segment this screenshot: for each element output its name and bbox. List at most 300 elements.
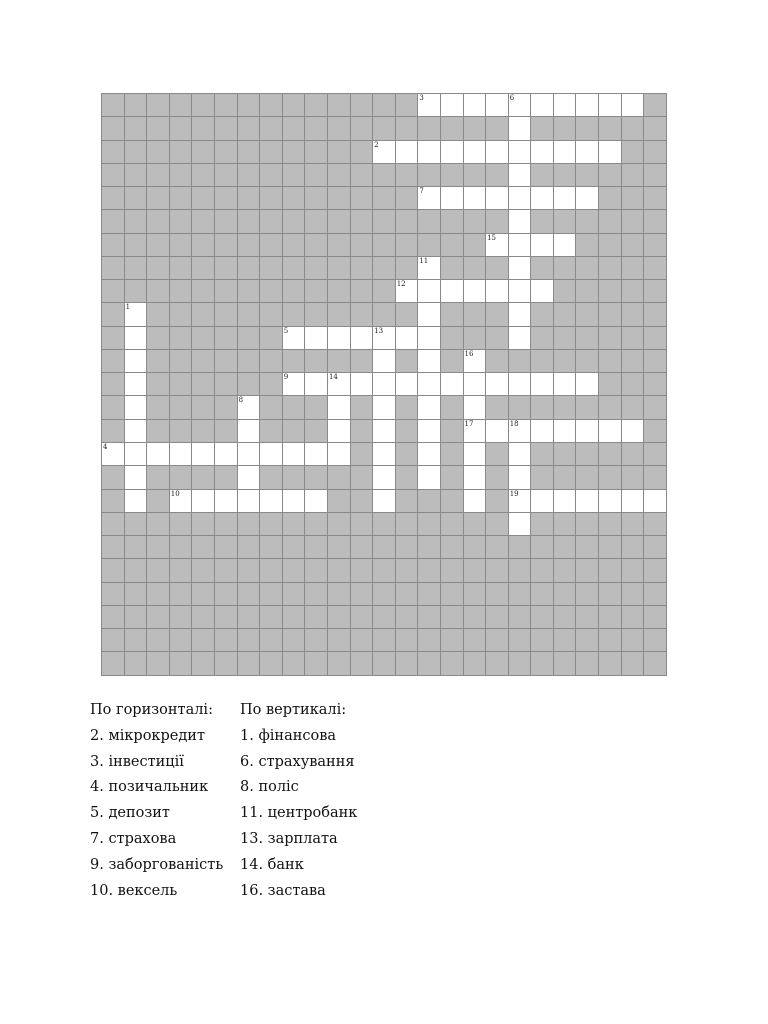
blocked-cell (215, 350, 238, 373)
crossword-cell[interactable] (486, 280, 509, 303)
blocked-cell (464, 210, 487, 233)
blocked-cell (464, 559, 487, 582)
crossword-cell[interactable] (418, 187, 441, 210)
blocked-cell (328, 94, 351, 117)
blocked-cell (373, 234, 396, 257)
across-clue: 3. інвестиції (90, 753, 184, 770)
crossword-cell[interactable] (328, 443, 351, 466)
blocked-cell (260, 536, 283, 559)
crossword-cell[interactable] (509, 141, 532, 164)
blocked-cell (396, 117, 419, 140)
crossword-cell[interactable] (125, 443, 148, 466)
blocked-cell (531, 536, 554, 559)
blocked-cell (102, 257, 125, 280)
crossword-cell[interactable] (464, 420, 487, 443)
crossword-cell[interactable] (373, 373, 396, 396)
blocked-cell (554, 466, 577, 489)
blocked-cell (192, 629, 215, 652)
blocked-cell (554, 327, 577, 350)
clue-number: 9 (283, 373, 289, 382)
blocked-cell (441, 303, 464, 326)
crossword-cell[interactable] (622, 490, 645, 513)
crossword-cell[interactable] (351, 373, 374, 396)
crossword-cell[interactable] (396, 141, 419, 164)
blocked-cell (102, 303, 125, 326)
crossword-cell[interactable] (441, 187, 464, 210)
crossword-cell[interactable] (509, 420, 532, 443)
blocked-cell (260, 94, 283, 117)
crossword-cell[interactable] (283, 373, 306, 396)
crossword-cell[interactable] (215, 443, 238, 466)
blocked-cell (215, 536, 238, 559)
blocked-cell (351, 583, 374, 606)
blocked-cell (305, 350, 328, 373)
blocked-cell (260, 210, 283, 233)
crossword-cell[interactable] (373, 396, 396, 419)
blocked-cell (622, 606, 645, 629)
blocked-cell (328, 513, 351, 536)
blocked-cell (102, 583, 125, 606)
blocked-cell (351, 559, 374, 582)
crossword-cell[interactable] (644, 490, 667, 513)
blocked-cell (328, 536, 351, 559)
blocked-cell (576, 583, 599, 606)
crossword-cell[interactable] (509, 234, 532, 257)
blocked-cell (147, 583, 170, 606)
crossword-cell[interactable] (464, 396, 487, 419)
crossword-cell[interactable] (464, 187, 487, 210)
blocked-cell (622, 141, 645, 164)
blocked-cell (305, 210, 328, 233)
crossword-cell[interactable] (125, 466, 148, 489)
blocked-cell (531, 396, 554, 419)
blocked-cell (396, 536, 419, 559)
blocked-cell (351, 420, 374, 443)
crossword-cell[interactable] (576, 94, 599, 117)
crossword-cell[interactable] (622, 420, 645, 443)
blocked-cell (215, 373, 238, 396)
crossword-cell[interactable] (531, 234, 554, 257)
blocked-cell (260, 327, 283, 350)
crossword-cell[interactable] (464, 94, 487, 117)
crossword-cell[interactable] (260, 490, 283, 513)
crossword-cell[interactable] (509, 443, 532, 466)
crossword-cell[interactable] (373, 466, 396, 489)
blocked-cell (147, 629, 170, 652)
blocked-cell (260, 350, 283, 373)
crossword-cell[interactable] (373, 490, 396, 513)
blocked-cell (576, 303, 599, 326)
blocked-cell (238, 187, 261, 210)
blocked-cell (260, 513, 283, 536)
crossword-cell[interactable] (238, 396, 261, 419)
crossword-cell[interactable] (554, 420, 577, 443)
blocked-cell (283, 94, 306, 117)
crossword-cell[interactable] (509, 210, 532, 233)
clue-number: 19 (509, 489, 519, 498)
crossword-cell[interactable] (418, 141, 441, 164)
crossword-cell[interactable] (396, 373, 419, 396)
crossword-cell[interactable] (147, 443, 170, 466)
blocked-cell (147, 536, 170, 559)
blocked-cell (373, 164, 396, 187)
crossword-cell[interactable] (418, 420, 441, 443)
blocked-cell (576, 210, 599, 233)
crossword-cell[interactable] (328, 327, 351, 350)
blocked-cell (373, 559, 396, 582)
blocked-cell (328, 303, 351, 326)
crossword-cell[interactable] (486, 94, 509, 117)
blocked-cell (554, 443, 577, 466)
blocked-cell (305, 303, 328, 326)
crossword-cell[interactable] (486, 187, 509, 210)
crossword-cell[interactable] (305, 327, 328, 350)
crossword-cell[interactable] (418, 94, 441, 117)
crossword-cell[interactable] (509, 513, 532, 536)
crossword-cell[interactable] (531, 280, 554, 303)
crossword-cell[interactable] (531, 94, 554, 117)
crossword-cell[interactable] (509, 373, 532, 396)
crossword-cell[interactable] (283, 490, 306, 513)
crossword-cell[interactable] (305, 443, 328, 466)
crossword-cell[interactable] (418, 303, 441, 326)
blocked-cell (464, 117, 487, 140)
crossword-cell[interactable] (125, 490, 148, 513)
blocked-cell (441, 117, 464, 140)
blocked-cell (283, 513, 306, 536)
crossword-cell[interactable] (418, 466, 441, 489)
crossword-cell[interactable] (599, 490, 622, 513)
blocked-cell (351, 187, 374, 210)
blocked-cell (215, 210, 238, 233)
crossword-cell[interactable] (373, 327, 396, 350)
clue-number: 16 (464, 349, 474, 358)
blocked-cell (260, 373, 283, 396)
crossword-cell[interactable] (192, 490, 215, 513)
crossword-cell[interactable] (464, 490, 487, 513)
crossword-cell[interactable] (486, 141, 509, 164)
blocked-cell (351, 606, 374, 629)
blocked-cell (599, 583, 622, 606)
blocked-cell (396, 583, 419, 606)
blocked-cell (486, 117, 509, 140)
blocked-cell (283, 466, 306, 489)
blocked-cell (486, 629, 509, 652)
blocked-cell (125, 606, 148, 629)
crossword-cell[interactable] (351, 327, 374, 350)
blocked-cell (441, 164, 464, 187)
blocked-cell (486, 466, 509, 489)
blocked-cell (215, 466, 238, 489)
blocked-cell (328, 559, 351, 582)
blocked-cell (170, 606, 193, 629)
blocked-cell (215, 303, 238, 326)
crossword-cell[interactable] (170, 490, 193, 513)
crossword-cell[interactable] (373, 420, 396, 443)
blocked-cell (351, 513, 374, 536)
blocked-cell (351, 210, 374, 233)
blocked-cell (418, 583, 441, 606)
blocked-cell (215, 559, 238, 582)
blocked-cell (215, 141, 238, 164)
blocked-cell (305, 117, 328, 140)
blocked-cell (644, 141, 667, 164)
blocked-cell (283, 536, 306, 559)
crossword-cell[interactable] (170, 443, 193, 466)
blocked-cell (328, 234, 351, 257)
blocked-cell (599, 466, 622, 489)
blocked-cell (464, 164, 487, 187)
blocked-cell (125, 187, 148, 210)
crossword-cell[interactable] (396, 327, 419, 350)
blocked-cell (441, 443, 464, 466)
crossword-cell[interactable] (441, 94, 464, 117)
blocked-cell (486, 490, 509, 513)
crossword-cell[interactable] (102, 443, 125, 466)
blocked-cell (396, 420, 419, 443)
blocked-cell (599, 350, 622, 373)
down-clue: 16. застава (240, 882, 326, 899)
crossword-cell[interactable] (328, 373, 351, 396)
crossword-cell[interactable] (464, 350, 487, 373)
blocked-cell (238, 513, 261, 536)
crossword-cell[interactable] (486, 373, 509, 396)
blocked-cell (328, 606, 351, 629)
crossword-cell[interactable] (125, 327, 148, 350)
blocked-cell (554, 350, 577, 373)
crossword-cell[interactable] (599, 420, 622, 443)
blocked-cell (464, 327, 487, 350)
crossword-cell[interactable] (509, 187, 532, 210)
blocked-cell (486, 606, 509, 629)
crossword-cell[interactable] (464, 280, 487, 303)
crossword-cell[interactable] (238, 466, 261, 489)
blocked-cell (215, 117, 238, 140)
crossword-cell[interactable] (328, 396, 351, 419)
blocked-cell (351, 117, 374, 140)
blocked-cell (351, 350, 374, 373)
crossword-cell[interactable] (464, 466, 487, 489)
blocked-cell (599, 257, 622, 280)
crossword-cell[interactable] (125, 303, 148, 326)
crossword-cell[interactable] (531, 420, 554, 443)
blocked-cell (170, 513, 193, 536)
blocked-cell (554, 652, 577, 675)
blocked-cell (305, 94, 328, 117)
blocked-cell (396, 466, 419, 489)
blocked-cell (260, 257, 283, 280)
blocked-cell (283, 583, 306, 606)
blocked-cell (441, 513, 464, 536)
crossword-cell[interactable] (554, 94, 577, 117)
crossword-cell[interactable] (328, 420, 351, 443)
blocked-cell (486, 396, 509, 419)
crossword-cell[interactable] (238, 420, 261, 443)
crossword-cell[interactable] (509, 164, 532, 187)
crossword-cell[interactable] (531, 141, 554, 164)
blocked-cell (351, 280, 374, 303)
blocked-cell (147, 350, 170, 373)
blocked-cell (351, 443, 374, 466)
crossword-cell[interactable] (576, 187, 599, 210)
crossword-cell[interactable] (554, 490, 577, 513)
blocked-cell (238, 303, 261, 326)
blocked-cell (373, 583, 396, 606)
blocked-cell (554, 513, 577, 536)
crossword-cell[interactable] (260, 443, 283, 466)
clue-number: 1 (125, 303, 131, 312)
crossword-cell[interactable] (576, 490, 599, 513)
crossword-cell[interactable] (599, 94, 622, 117)
blocked-cell (396, 94, 419, 117)
crossword-cell[interactable] (554, 187, 577, 210)
crossword-cell[interactable] (125, 373, 148, 396)
blocked-cell (125, 210, 148, 233)
blocked-cell (599, 327, 622, 350)
crossword-cell[interactable] (509, 303, 532, 326)
crossword-cell[interactable] (509, 94, 532, 117)
blocked-cell (599, 606, 622, 629)
crossword-cell[interactable] (576, 420, 599, 443)
crossword-cell[interactable] (486, 420, 509, 443)
crossword-cell[interactable] (509, 327, 532, 350)
blocked-cell (599, 513, 622, 536)
crossword-cell[interactable] (418, 396, 441, 419)
blocked-cell (305, 164, 328, 187)
crossword-cell[interactable] (373, 141, 396, 164)
blocked-cell (260, 559, 283, 582)
blocked-cell (486, 257, 509, 280)
blocked-cell (554, 396, 577, 419)
blocked-cell (260, 652, 283, 675)
crossword-cell[interactable] (373, 443, 396, 466)
crossword-cell[interactable] (531, 373, 554, 396)
crossword-cell[interactable] (418, 373, 441, 396)
crossword-cell[interactable] (418, 443, 441, 466)
blocked-cell (192, 141, 215, 164)
crossword-cell[interactable] (509, 280, 532, 303)
blocked-cell (283, 652, 306, 675)
crossword-cell[interactable] (509, 117, 532, 140)
blocked-cell (418, 513, 441, 536)
blocked-cell (125, 117, 148, 140)
crossword-cell[interactable] (441, 141, 464, 164)
blocked-cell (305, 466, 328, 489)
crossword-cell[interactable] (554, 373, 577, 396)
blocked-cell (531, 559, 554, 582)
clue-number: 18 (509, 419, 519, 428)
blocked-cell (418, 490, 441, 513)
blocked-cell (170, 94, 193, 117)
crossword-cell[interactable] (486, 234, 509, 257)
blocked-cell (418, 210, 441, 233)
crossword-cell[interactable] (531, 490, 554, 513)
crossword-cell[interactable] (283, 327, 306, 350)
blocked-cell (509, 629, 532, 652)
crossword-cell[interactable] (622, 94, 645, 117)
blocked-cell (531, 327, 554, 350)
blocked-cell (147, 559, 170, 582)
blocked-cell (531, 466, 554, 489)
blocked-cell (238, 327, 261, 350)
blocked-cell (464, 536, 487, 559)
crossword-cell[interactable] (531, 187, 554, 210)
crossword-cell[interactable] (125, 350, 148, 373)
blocked-cell (102, 350, 125, 373)
crossword-cell[interactable] (509, 490, 532, 513)
blocked-cell (283, 164, 306, 187)
crossword-cell[interactable] (554, 234, 577, 257)
crossword-cell[interactable] (238, 490, 261, 513)
clue-number: 17 (464, 419, 474, 428)
crossword-cell[interactable] (576, 141, 599, 164)
blocked-cell (192, 350, 215, 373)
crossword-cell[interactable] (599, 141, 622, 164)
blocked-cell (396, 210, 419, 233)
crossword-cell[interactable] (554, 141, 577, 164)
blocked-cell (576, 559, 599, 582)
crossword-cell[interactable] (509, 466, 532, 489)
blocked-cell (486, 327, 509, 350)
blocked-cell (644, 606, 667, 629)
blocked-cell (576, 513, 599, 536)
crossword-cell[interactable] (441, 373, 464, 396)
crossword-cell[interactable] (418, 280, 441, 303)
crossword-cell[interactable] (418, 327, 441, 350)
clue-number: 15 (487, 233, 497, 242)
blocked-cell (215, 187, 238, 210)
across-clue: 4. позичальник (90, 779, 209, 796)
blocked-cell (192, 466, 215, 489)
blocked-cell (531, 652, 554, 675)
blocked-cell (622, 513, 645, 536)
crossword-cell[interactable] (441, 280, 464, 303)
blocked-cell (396, 629, 419, 652)
blocked-cell (396, 303, 419, 326)
crossword-cell[interactable] (373, 350, 396, 373)
blocked-cell (554, 257, 577, 280)
blocked-cell (238, 536, 261, 559)
blocked-cell (102, 629, 125, 652)
crossword-cell[interactable] (283, 443, 306, 466)
blocked-cell (464, 257, 487, 280)
blocked-cell (170, 652, 193, 675)
blocked-cell (170, 210, 193, 233)
crossword-cell[interactable] (576, 373, 599, 396)
crossword-cell[interactable] (125, 396, 148, 419)
blocked-cell (328, 117, 351, 140)
blocked-cell (622, 210, 645, 233)
crossword-cell[interactable] (509, 257, 532, 280)
crossword-cell[interactable] (464, 373, 487, 396)
crossword-cell[interactable] (125, 420, 148, 443)
crossword-cell[interactable] (215, 490, 238, 513)
blocked-cell (102, 280, 125, 303)
blocked-cell (305, 396, 328, 419)
crossword-cell[interactable] (305, 373, 328, 396)
crossword-cell[interactable] (305, 490, 328, 513)
crossword-cell[interactable] (238, 443, 261, 466)
crossword-cell[interactable] (464, 141, 487, 164)
crossword-cell[interactable] (396, 280, 419, 303)
blocked-cell (125, 652, 148, 675)
blocked-cell (238, 559, 261, 582)
crossword-cell[interactable] (192, 443, 215, 466)
crossword-cell[interactable] (464, 443, 487, 466)
crossword-cell[interactable] (418, 257, 441, 280)
crossword-cell[interactable] (418, 350, 441, 373)
blocked-cell (147, 117, 170, 140)
